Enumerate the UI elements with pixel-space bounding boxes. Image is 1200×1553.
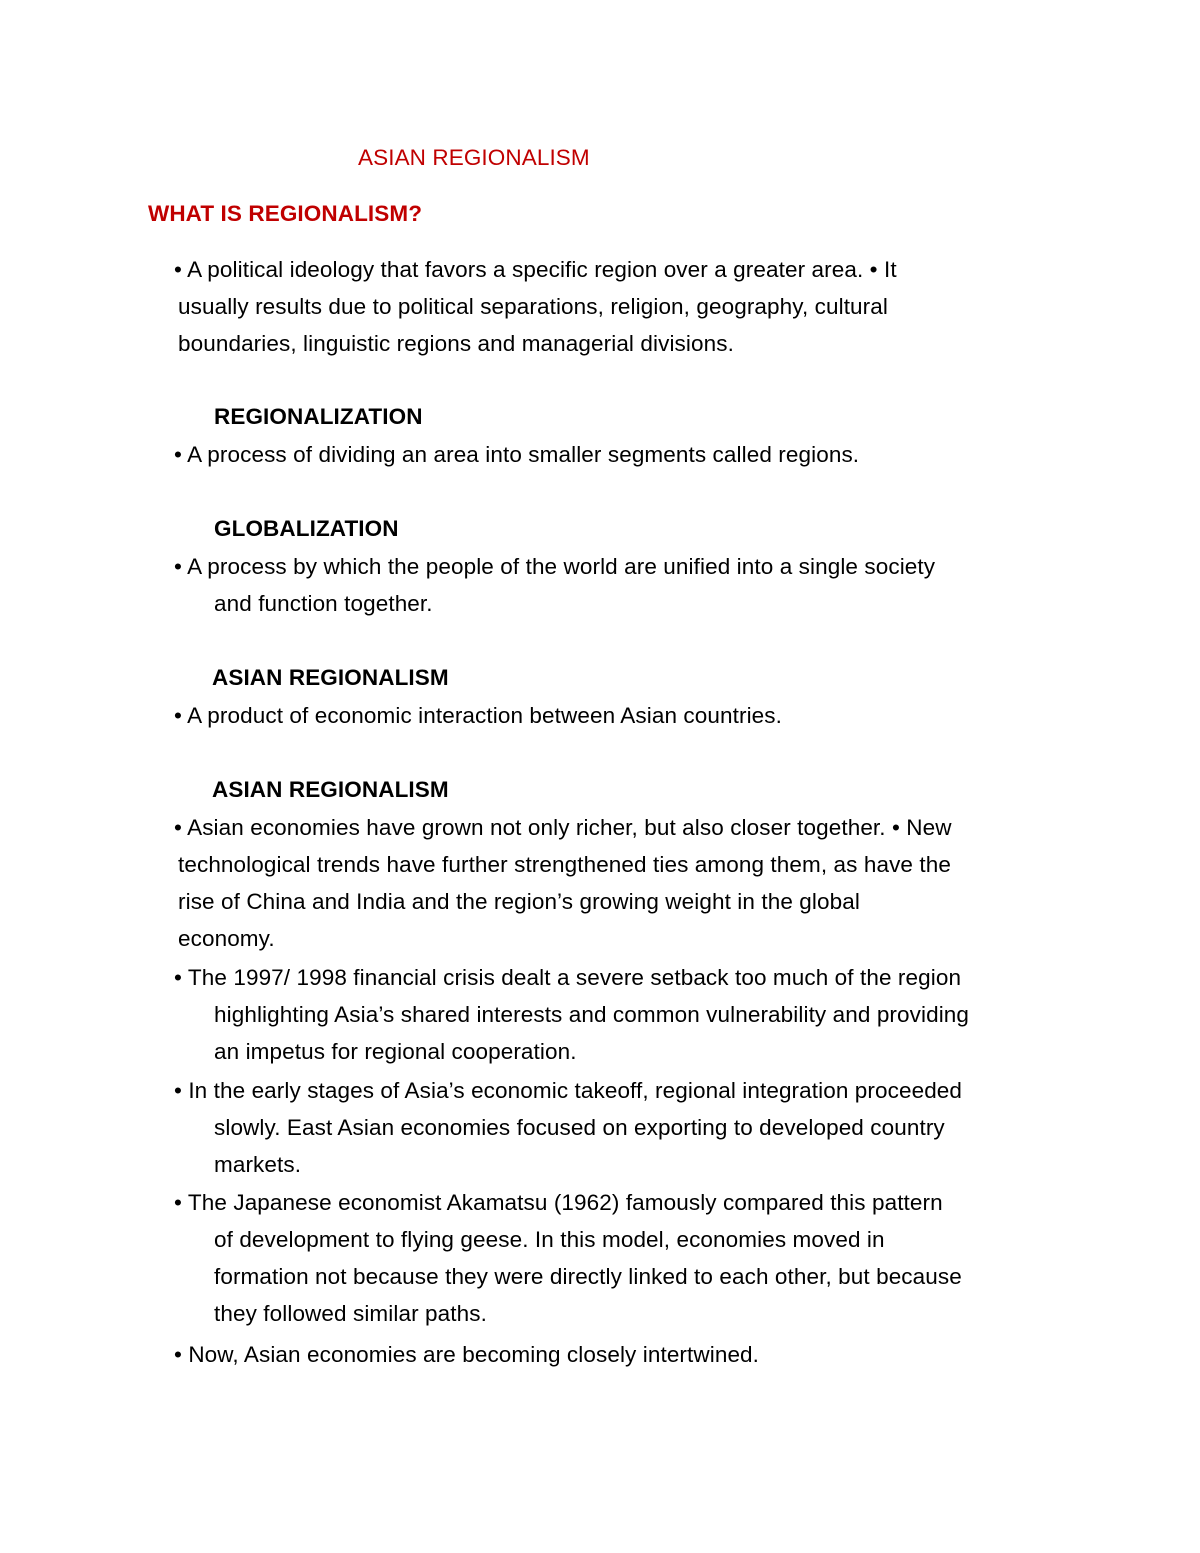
section-heading-globalization: GLOBALIZATION <box>214 516 399 541</box>
asian-regionalism-2-line: an impetus for regional cooperation. <box>214 1039 577 1064</box>
intro-line: usually results due to political separations, religion, geography, cultural <box>178 294 888 319</box>
intro-line: boundaries, linguistic regions and managerial divisions. <box>178 331 734 356</box>
asian-regionalism-2-line: highlighting Asia’s shared interests and common vulnerability and providing <box>214 1002 970 1027</box>
asian-regionalism-2-line: slowly. East Asian economies focused on exporting to developed country <box>214 1115 945 1140</box>
asian-regionalism-2-line: • Asian economies have grown not only richer, but also closer together. • New <box>174 815 952 840</box>
asian-regionalism-2-line: • In the early stages of Asia’s economic takeoff, regional integration proceeded <box>174 1078 963 1103</box>
asian-regionalism-2-line: rise of China and India and the region’s growing weight in the global <box>178 889 860 914</box>
globalization-line: • A process by which the people of the world are unified into a single society <box>174 554 936 579</box>
question-heading: WHAT IS REGIONALISM? <box>148 201 423 226</box>
asian-regionalism-2-line: • The 1997/ 1998 financial crisis dealt a severe setback too much of the region <box>174 965 962 990</box>
asian-regionalism-line: • A product of economic interaction between Asian countries. <box>174 703 782 728</box>
asian-regionalism-2-line: technological trends have further strengthened ties among them, as have the <box>178 852 951 877</box>
asian-regionalism-2-line: economy. <box>178 926 275 951</box>
document-title: ASIAN REGIONALISM <box>358 145 590 170</box>
asian-regionalism-2-line: they followed similar paths. <box>214 1301 487 1326</box>
asian-regionalism-2-line: of development to flying geese. In this model, economies moved in <box>214 1227 885 1252</box>
section-heading-regionalization: REGIONALIZATION <box>214 404 423 429</box>
asian-regionalism-2-line: formation not because they were directly linked to each other, but because <box>214 1264 962 1289</box>
asian-regionalism-2-line: • The Japanese economist Akamatsu (1962) famously compared this pattern <box>174 1190 943 1215</box>
asian-regionalism-2-line: • Now, Asian economies are becoming closely intertwined. <box>174 1342 760 1367</box>
regionalization-line: • A process of dividing an area into smaller segments called regions. <box>174 442 860 467</box>
section-heading-asian-regionalism-2: ASIAN REGIONALISM <box>212 777 449 802</box>
asian-regionalism-2-line: markets. <box>214 1152 302 1177</box>
section-heading-asian-regionalism: ASIAN REGIONALISM <box>212 665 449 690</box>
globalization-line: and function together. <box>214 591 433 616</box>
intro-line: • A political ideology that favors a specific region over a greater area. • It <box>174 257 897 282</box>
